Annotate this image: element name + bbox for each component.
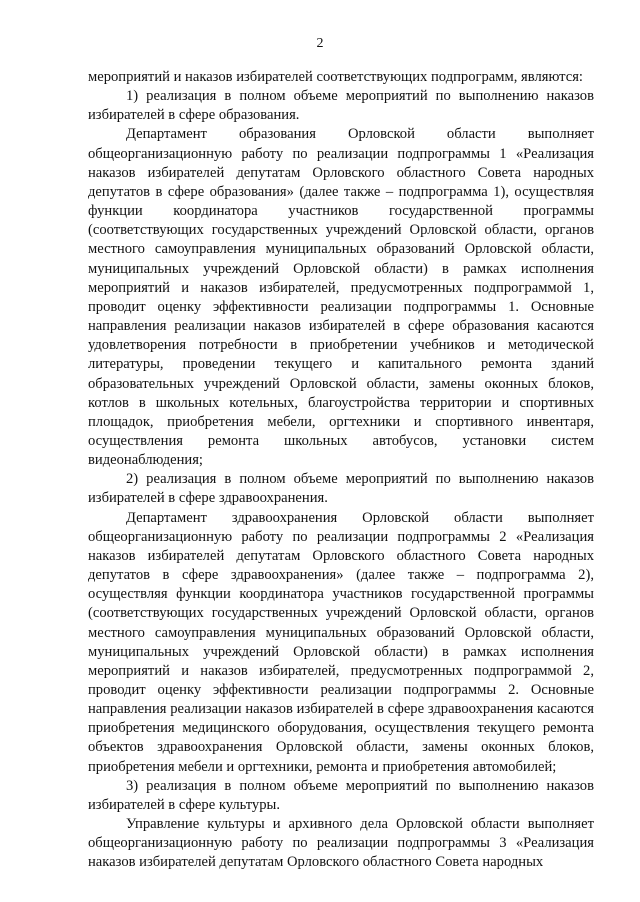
paragraph-culture-department: Управление культуры и архивного дела Орловской области выполняет общеорганизационную работу по реализации подпрограммы 3 «Реализация наказов избирателей депутатам Орловского областного Совета народных [88,816,594,871]
paragraph-item-2-healthcare: 2) реализация в полном объеме мероприятий по выполнению наказов избирателей в сфере здравоохранения. [88,471,594,507]
paragraph-intro: мероприятий и наказов избирателей соответствующих подпрограмм, являются: [88,69,583,85]
paragraph-education-department: Департамент образования Орловской области выполняет общеорганизационную работу по реализации подпрограммы 1 «Реализация наказов избирателей депутатам Орловского областного Совета народных депутатов в сфере образования» (далее также – подпрограмма 1), осуществляя функции координатора участников государственной программы (соответствующих государственных учреждений Орловской области, органов местного самоуправления муниципальных образований Орловской области, муниципальных учреждений Орловской области) в рамках исполнения мероприятий и наказов избирателей, предусмотренных подпрограммой 1, проводит оценку эффективности реализации подпрограммы 1. Основные направления реализации наказов избирателей в сфере образования касаются удовлетворения потребности в приобретении учебников и методической литературы, проведении текущего и капитального ремонта зданий образовательных учреждений Орловской области, замены оконных блоков, котлов в школьных котельных, благоустройства территории и спортивных площадок, приобретения мебели, оргтехники и спортивного инвентаря, осуществления ремонта школьных автобусов, установки систем видеонаблюдения; [88,126,594,469]
paragraph-item-3-culture: 3) реализация в полном объеме мероприятий по выполнению наказов избирателей в сфере культуры. [88,777,594,813]
paragraph-item-1-education: 1) реализация в полном объеме мероприятий по выполнению наказов избирателей в сфере образования. [88,88,594,124]
page-number: 2 [316,36,324,51]
paragraph-healthcare-department: Департамент здравоохранения Орловской области выполняет общеорганизационную работу по реализации подпрограммы 2 «Реализация наказов избирателей депутатам Орловского областного Совета народных депутатов в сфере здравоохранения» (далее также – подпрограмма 2), осуществляя функции координатора участников государственной программы (соответствующих государственных учреждений Орловской области, органов местного самоуправления муниципальных образований Орловской области, муниципальных учреждений Орловской области) в рамках исполнения мероприятий и наказов избирателей, предусмотренных подпрограммой 2, проводит оценку эффективности реализации подпрограммы 2. Основные направления реализации наказов избирателей в сфере здравоохранения касаются приобретения медицинского оборудования, осуществления текущего ремонта объектов здравоохранения Орловской области, замены оконных блоков, приобретения мебели и оргтехники, ремонта и приобретения автомобилей; [88,509,594,775]
document-body [88,68,594,873]
